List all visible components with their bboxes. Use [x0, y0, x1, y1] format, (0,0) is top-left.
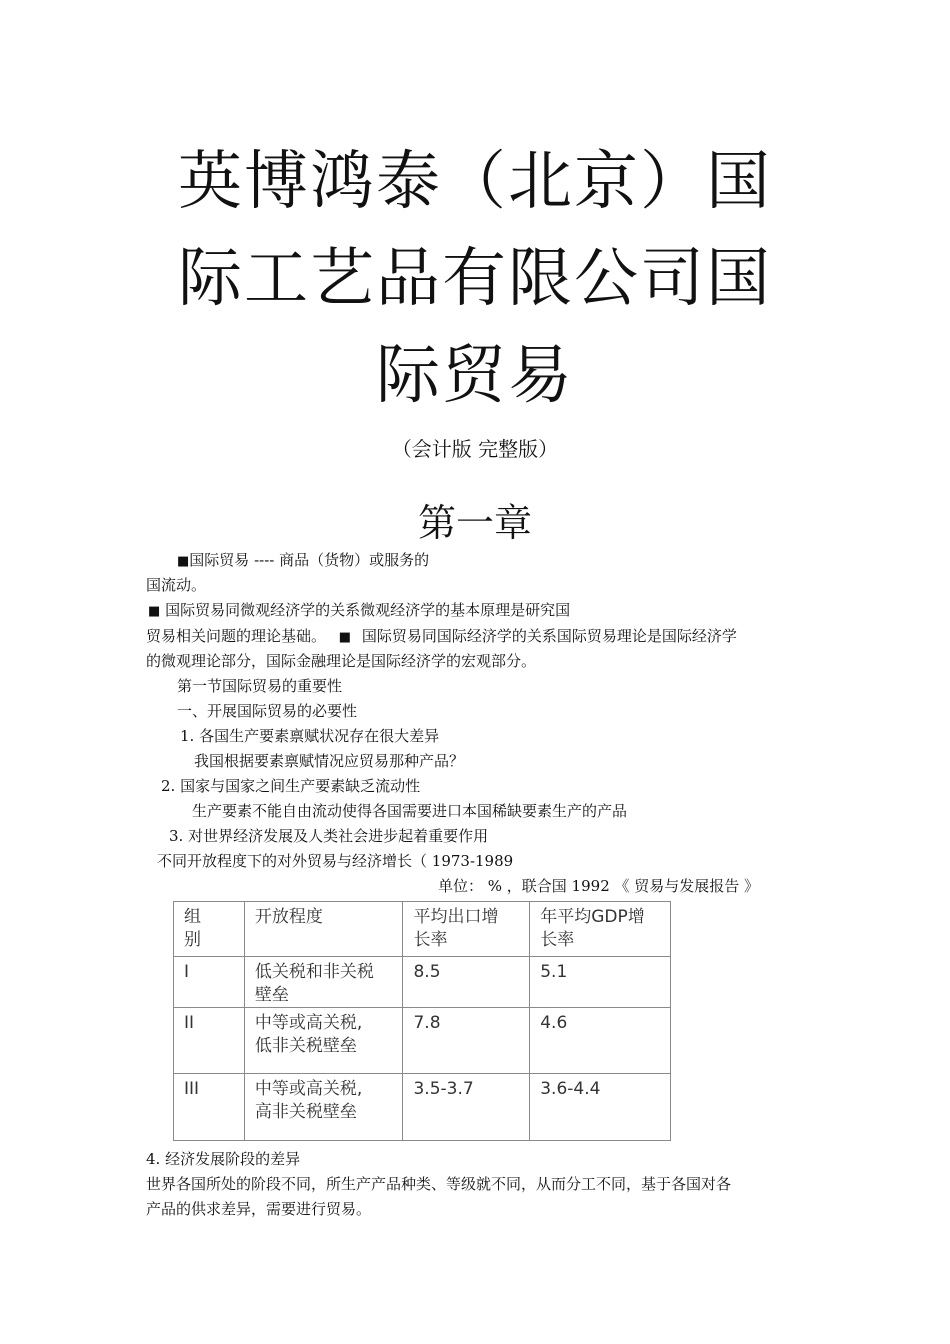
document-title-line-1: 英博鸿泰（北京）国	[178, 145, 772, 219]
trade-growth-table	[173, 901, 671, 1141]
list-item-2: 2. 国家与国家之间生产要素缺乏流动性	[161, 777, 421, 795]
paragraph-2-line-2	[146, 626, 737, 648]
table-cell-gdp-growth: 5.1	[530, 957, 671, 1008]
table-cell-group: I	[174, 957, 245, 1008]
paragraph-1-line-2: 国流动。	[146, 576, 207, 594]
subsection-heading: 一、开展国际贸易的必要性	[177, 702, 358, 720]
paragraph-2-line-3: 的微观理论部分，国际金融理论是国际经济学的宏观部分。	[146, 652, 537, 670]
table-cell-openness: 中等或高关税, 低非关税壁垒	[244, 1008, 403, 1074]
paragraph-4-line-1: 世界各国所处的阶段不同，所生产产品种类、等级就不同，从而分工不同，基于各国对各	[146, 1175, 732, 1193]
bullet-square-icon: ■	[177, 554, 190, 569]
table-row	[174, 957, 671, 1008]
section-heading: 第一节国际贸易的重要性	[177, 677, 343, 695]
document-subtitle: （会计版 完整版）	[391, 437, 559, 461]
table-header-cell: 组 别	[174, 902, 245, 957]
document-title-line-3: 际贸易	[376, 339, 574, 413]
table-row	[174, 1074, 671, 1141]
table-cell-export-growth: 3.5-3.7	[403, 1074, 530, 1141]
chapter-heading: 第一章	[417, 501, 532, 545]
table-header-row	[174, 902, 671, 957]
table-cell-export-growth: 7.8	[403, 1008, 530, 1074]
paragraph-4-line-2: 产品的供求差异，需要进行贸易。	[146, 1200, 372, 1218]
table-header-cell: 平均出口增 长率	[403, 902, 530, 957]
list-item-1: 1. 各国生产要素禀赋状况存在很大差异	[180, 727, 440, 745]
list-item-2-note: 生产要素不能自由流动使得各国需要进口本国稀缺要素生产的产品	[192, 802, 628, 820]
table-source: 单位： % ，联合国 1992 《 贸易与发展报告 》	[438, 877, 760, 895]
table-cell-group: II	[174, 1008, 245, 1074]
table-row	[174, 1008, 671, 1074]
paragraph-2-line-1	[148, 600, 570, 622]
paragraph-2-text-b: 国际贸易同国际经济学的关系国际贸易理论是国际经济学	[361, 627, 737, 645]
list-item-4: 4. 经济发展阶段的差异	[146, 1150, 301, 1168]
bullet-square-icon: ■	[148, 604, 161, 619]
table-cell-openness: 低关税和非关税 壁垒	[244, 957, 403, 1008]
document-title-line-2: 际工艺品有限公司国	[178, 242, 772, 316]
table-cell-gdp-growth: 4.6	[530, 1008, 671, 1074]
table-cell-openness: 中等或高关税, 高非关税壁垒	[244, 1074, 403, 1141]
paragraph-2-text-a: 贸易相关问题的理论基础。	[146, 627, 327, 645]
table-caption: 不同开放程度下的对外贸易与经济增长（ 1973-1989	[157, 852, 514, 870]
list-item-3: 3. 对世界经济发展及人类社会进步起着重要作用	[169, 827, 489, 845]
list-item-1-note: 我国根据要素禀赋情况应贸易那种产品？	[194, 752, 465, 770]
table-header-cell: 开放程度	[244, 902, 403, 957]
bullet-square-icon: ■	[338, 630, 352, 645]
paragraph-2-text: 国际贸易同微观经济学的关系微观经济学的基本原理是研究国	[165, 601, 571, 619]
table-header-cell: 年平均GDP增 长率	[530, 902, 671, 957]
paragraph-1-line-1	[177, 550, 429, 572]
table-cell-export-growth: 8.5	[403, 957, 530, 1008]
table-cell-gdp-growth: 3.6-4.4	[530, 1074, 671, 1141]
table-cell-group: III	[174, 1074, 245, 1141]
paragraph-1-text: 国际贸易 ---- 商品（货物）或服务的	[189, 551, 430, 569]
